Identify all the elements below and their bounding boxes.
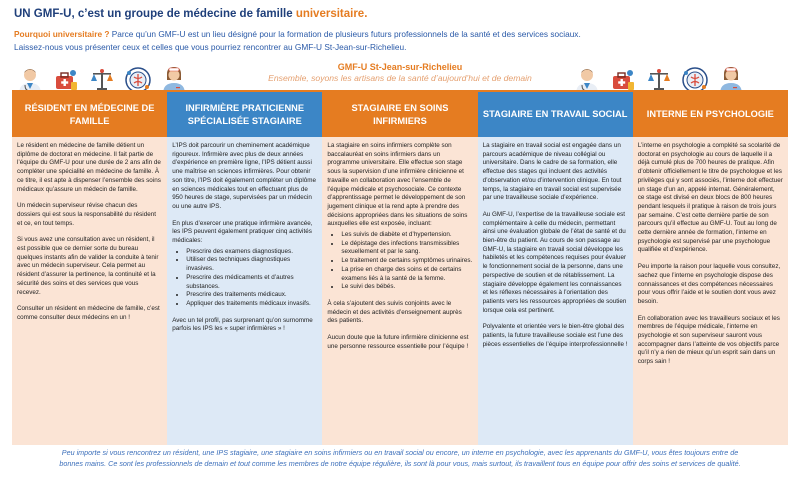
column-resident — [12, 92, 167, 445]
intro-line-2: Laissez-nous vous présenter ceux et celles que vous pourriez rencontrer au GMF-U St-Jean-sur-Richelieu. — [14, 42, 407, 52]
column-heading: STAGIAIRE EN TRAVAIL SOCIAL — [478, 92, 633, 137]
column-body — [322, 137, 477, 445]
column-body — [478, 137, 633, 445]
paragraph: Avec un tel profil, pas surprenant qu’on surnomme parfois les IPS les « super infirmières » ! — [172, 316, 313, 333]
column-nursing-intern — [322, 92, 477, 445]
column-heading: STAGIAIRE EN SOINS INFIRMIERS — [322, 92, 477, 137]
tagline: Ensemble, soyons les artisans de la santé d’aujourd’hui et de demain — [268, 73, 532, 83]
list-item: • Utiliser des techniques diagnostiques invasives. — [186, 256, 317, 273]
paragraph: L’IPS doit parcourir un cheminement académique rigoureux. Infirmière avec plus de deux années d’expérience en première ligne, l’IPS détient aussi une maîtrise en sciences infirmières. Pour obtenir son titre, l’IPS doit également compléter un diplôme en sciences médicales tout en effectuant plus de 950 heures de stage, supervisées par un médecin ou une autre IPS. — [172, 142, 317, 210]
bullet-list — [327, 231, 472, 292]
list-item: • Les suivis de diabète et d’hypertension. — [341, 231, 472, 240]
intro-line-1 — [14, 28, 581, 41]
column-heading: INFIRMIÈRE PRATICIENNE SPÉCIALISÉE STAGIAIRE — [167, 92, 322, 137]
paragraph: Si vous avez une consultation avec un résident, il est possible que ce dernier sorte du bureau quelques instants afin de valider la conduite à tenir avec un médecin superviseur. Cela permet au résident d’assurer la pertinence, la continuité et la sécurité des soins et des services que vous recevez. — [17, 236, 159, 296]
column-psychology — [633, 92, 788, 445]
page-title — [14, 8, 367, 20]
clinic-header — [210, 62, 590, 83]
clinic-name: GMF-U St-Jean-sur-Richelieu — [337, 62, 463, 72]
column-ips — [167, 92, 322, 445]
paragraph: L’interne en psychologie a complété sa scolarité de doctorat en psychologie au cours de laquelle il a déjà cumulé plus de 700 heures de pratique. Afin d’obtenir officiellement le titre de psychologue et les privilèges qui y sont associés, l’interne doit effectuer un stage d’un an, appelé internat. Généralement, ce stage est divisé en deux blocs de 800 heures pendant lesquels il pratique à raison de trois jours par semaine. C’est cette dernière partie de son parcours qu’il effectue au GMF-U. Tout au long de cette dernière année de formation, l’interne en psychologie est supervisé par une psychologue qualifiée et d’expérience. — [637, 142, 783, 254]
paragraph: À cela s’ajoutent des suivis conjoints avec le médecin et des activités d’enseignement auprès des patients. — [327, 299, 462, 325]
list-item: • Le traitement de certains symptômes urinaires. — [341, 257, 472, 266]
list-item: • Le suivi des bébés. — [341, 283, 472, 292]
footer-line-1: Peu importe si vous rencontrez un résident, une IPS stagiaire, une stagiaire en soins infirmiers ou en travail social ou encore, un interne en psychologie, avec les apprenants du GMF-U, vous êtes toujours entre de — [61, 448, 739, 457]
list-item: • La prise en charge des soins et de certains examens liés à la santé de la femme. — [341, 266, 472, 283]
paragraph: La stagiaire en soins infirmiers complète son baccalauréat en soins infirmiers dans un programme universitaire. Elle effectue son stage sous la supervision d’une infirmière clinicienne et travaille en collaboration avec l’ensemble de l’équipe médicale et psychosociale. Ce contexte d’apprentissage permet le développement de son jugement clinique et la rend apte à prendre des décisions appropriées dans les situations de soins auxquelles elle est exposée, incluant: — [327, 142, 468, 228]
paragraph: En collaboration avec les travailleurs sociaux et les membres de l’équipe médicale, l’interne en psychologie et son superviseur sauront vous accompagner dans l’atteinte de vos objectifs parce qu’il n’y a rien de mieux qu’un esprit sain dans un corps sain ! — [637, 314, 780, 366]
column-body — [12, 137, 167, 445]
paragraph: En plus d’exercer une pratique infirmière avancée, les IPS peuvent également pratiquer cinq activités médicales: — [172, 219, 313, 245]
footer-note — [14, 447, 786, 469]
title-highlight: universitaire. — [295, 8, 368, 20]
paragraph: Le résident en médecine de famille détient un diplôme de doctorat en médecine. Il fait partie de l’équipe du GMF-U pour une durée de 2 ans afin de compléter une spécialité en médecine de famille. À ce titre, il est apte à dispenser l’ensemble des soins médicaux qu’assure un médecin de famille. — [17, 142, 161, 193]
paragraph: Polyvalente et orientée vers le bien-être global des patients, la future travailleuse sociale est l’une des pièces essentielles de l’équipe interprofessionnelle ! — [482, 323, 628, 348]
paragraph: La stagiaire en travail social est engagée dans un parcours académique de niveau collégial ou universitaire. Dans le cadre de sa formation, elle effectue des stages qui incluent des activités d’observation et/ou d’intervention clinique. En tout temps, la stagiaire en travail social est supervisée par une travailleuse sociale d’expérience. — [482, 142, 622, 202]
footer-line-2: bonnes mains. Ce sont les professionnels de demain et tout comme les membres de notre équipe régulière, ils sont là pour vous, mais surtout, ils travaillent tous en équipe pour offrir des soins et services de qualité. — [59, 459, 741, 468]
column-body — [167, 137, 322, 445]
intro — [14, 28, 581, 54]
column-heading: RÉSIDENT EN MÉDECINE DE FAMILLE — [12, 92, 167, 137]
list-item: • Le dépistage des infections transmissibles sexuellement et par le sang. — [341, 240, 472, 257]
title-text: UN GMF-U, c’est un groupe de médecine de famille — [14, 8, 296, 20]
intro-question: Pourquoi universitaire ? — [14, 29, 110, 39]
paragraph: Un médecin superviseur révise chacun des dossiers qui est sous la responsabilité du résident et ce, en tout temps. — [17, 202, 156, 227]
paragraph: Aucun doute que la future infirmière clinicienne est une personne ressource essentielle pour l’équipe ! — [327, 334, 469, 350]
intro-text-1: Parce qu’un GMF-U est un lieu désigné pour la formation de plusieurs futurs professionnels de la santé et des services sociaux. — [109, 29, 581, 39]
paragraph: Au GMF-U, l’expertise de la travailleuse sociale est complémentaire à celle du médecin, permettant ainsi une évaluation globale de l’état de santé et du bien-être du patient. Au cours de son passage au GMF-U, la stagiaire en travail social développe les habiletés et les compétences requises pour évaluer le fonctionnement social de la personne, dans une perspective de soutien et de rétablissement. La stagiaire développe également les connaissances et les réflexes nécessaires à l’orientation des patients vers les ressources appropriées de soutien lorsque cela est pertinent. — [482, 210, 627, 314]
list-item: • Prescrire des traitements médicaux. — [186, 291, 317, 300]
paragraph: Consulter un résident en médecine de famille, c’est comme consulter deux médecins en un ! — [17, 305, 160, 321]
list-item: • Prescrire des examens diagnostiques. — [186, 248, 317, 257]
columns — [12, 92, 788, 445]
bullet-list — [172, 248, 317, 309]
column-body — [633, 137, 788, 445]
column-heading: INTERNE EN PSYCHOLOGIE — [633, 92, 788, 137]
column-social-work — [478, 92, 633, 445]
list-item: • Appliquer des traitements médicaux invasifs. — [186, 300, 317, 309]
paragraph: Peu importe la raison pour laquelle vous consultez, sachez que l’interne en psychologie dispose des connaissances et des compétences nécessaires pour vous offrir l’aide et le soutien dont vous avez besoin. — [637, 263, 781, 305]
list-item: • Prescrire des médicaments et d’autres substances. — [186, 274, 317, 291]
